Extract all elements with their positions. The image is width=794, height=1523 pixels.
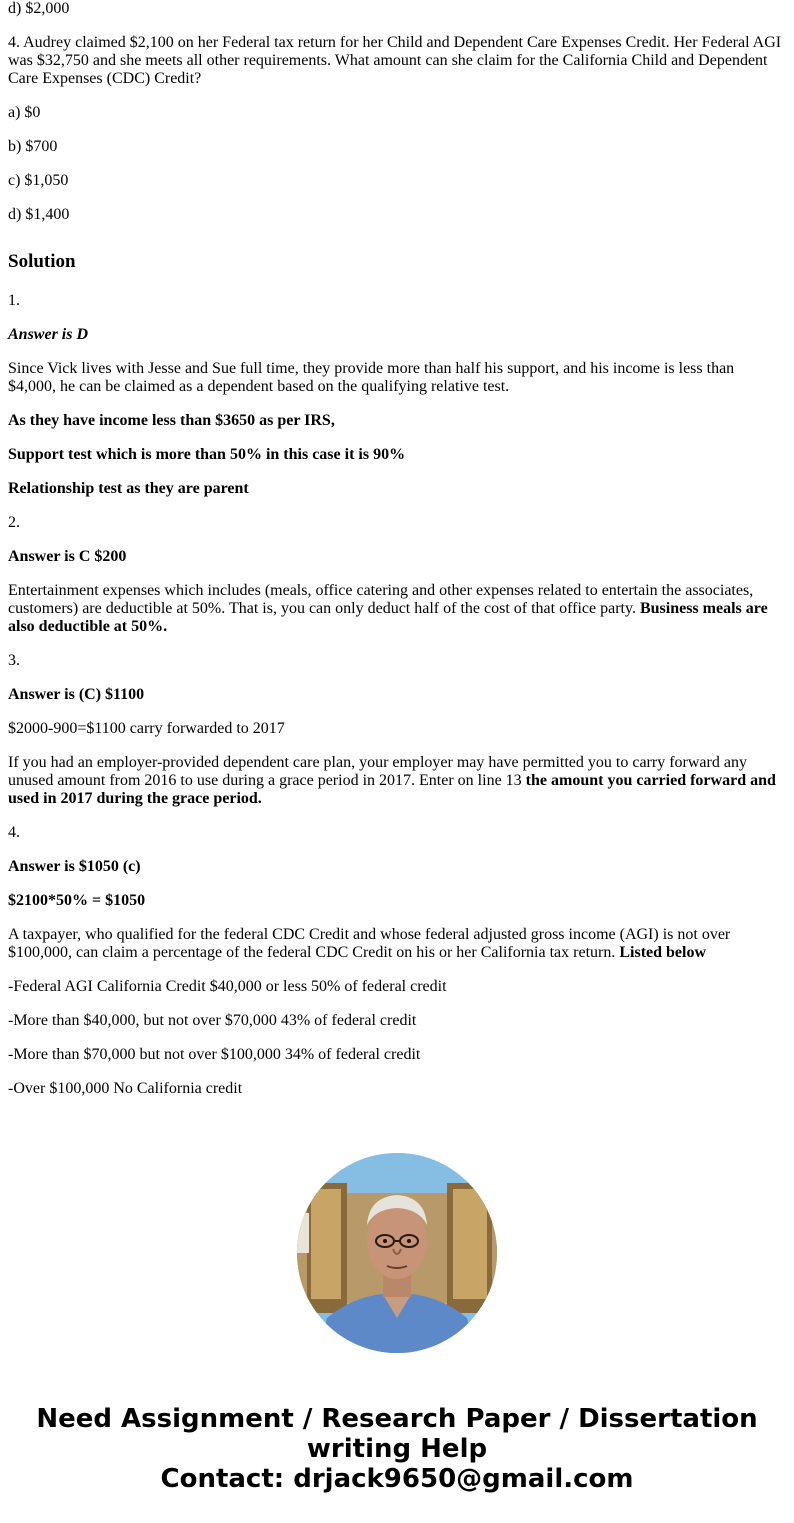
solution-3-number: 3. [8, 652, 20, 669]
solution-heading: Solution [8, 251, 76, 272]
solution-2-explanation: Entertainment expenses which includes (meals, office catering and other expenses related to entertain the associates, customers) are deductible at 50%. That is, you can only deduct half of the cost of that office party. [8, 582, 754, 617]
solution-2-answer: Answer is C $200 [8, 548, 127, 565]
solution-3-explanation-paragraph [8, 754, 786, 808]
solution-3-explanation: If you had an employer-provided dependent care plan, your employer may have permitted you to carry forward any unused amount from 2016 to use during a grace period in 2017. Enter on line 13 [8, 754, 747, 789]
solution-4-explanation-bold: Listed below [619, 944, 707, 961]
solution-4-list-item: -More than $40,000, but not over $70,000 43% of federal credit [8, 1012, 417, 1029]
solution-4-list-item: -Federal AGI California Credit $40,000 or less 50% of federal credit [8, 978, 447, 995]
solution-4-explanation: A taxpayer, who qualified for the federal CDC Credit and whose federal adjusted gross income (AGI) is not over $100,000, can claim a percentage of the federal CDC Credit on his or her California tax return. [8, 926, 731, 961]
solution-3-calc: $2000-900=$1100 carry forwarded to 2017 [8, 720, 285, 737]
document-body [8, 0, 786, 1114]
solution-4-explanation-paragraph [8, 926, 786, 962]
solution-1-point: As they have income less than $3650 as per IRS, [8, 412, 335, 429]
author-photo [297, 1153, 497, 1353]
solution-3-explanation-bold: the amount you carried forward and used in 2017 during the grace period. [8, 772, 776, 807]
promo-line-1: Need Assignment / Research Paper / Dissertation writing Help [36, 1404, 758, 1464]
solution-1-number: 1. [8, 292, 20, 309]
promo-contact[interactable]: Contact: drjack9650@gmail.com [160, 1464, 634, 1494]
previous-option-d: d) $2,000 [8, 0, 70, 17]
solution-3-answer: Answer is (C) $1100 [8, 686, 145, 703]
solution-2-number: 2. [8, 514, 20, 531]
solution-1-point: Support test which is more than 50% in this case it is 90% [8, 446, 406, 463]
solution-4-answer: Answer is $1050 (c) [8, 858, 141, 875]
solution-4-calc: $2100*50% = $1050 [8, 892, 146, 909]
solution-4-list-item: -More than $70,000 but not over $100,000 34% of federal credit [8, 1046, 421, 1063]
solution-2-explanation-paragraph [8, 582, 786, 636]
solution-1-answer: Answer is D [8, 326, 89, 343]
question-4-option-b: b) $700 [8, 138, 58, 155]
solution-1-point: Relationship test as they are parent [8, 480, 249, 497]
solution-2-explanation-bold: Business meals are also deductible at 50%. [8, 600, 768, 635]
promo-banner [0, 1404, 794, 1494]
solution-1-explanation: Since Vick lives with Jesse and Sue full time, they provide more than half his support, and his income is less than $4,000, he can be claimed as a dependent based on the qualifying relative test. [8, 360, 735, 395]
question-4-option-c: c) $1,050 [8, 172, 69, 189]
author-portrait-icon [297, 1153, 497, 1353]
solution-4-list-item: -Over $100,000 No California credit [8, 1080, 243, 1097]
question-4-text: 4. Audrey claimed $2,100 on her Federal tax return for her Child and Dependent Care Expenses Credit. Her Federal AGI was $32,750 and she meets all other requirements. What amount can she claim for the California Child and Dependent Care Expenses (CDC) Credit? [8, 34, 782, 87]
question-4-option-d: d) $1,400 [8, 206, 70, 223]
solution-4-number: 4. [8, 824, 20, 841]
question-4-option-a: a) $0 [8, 104, 41, 121]
